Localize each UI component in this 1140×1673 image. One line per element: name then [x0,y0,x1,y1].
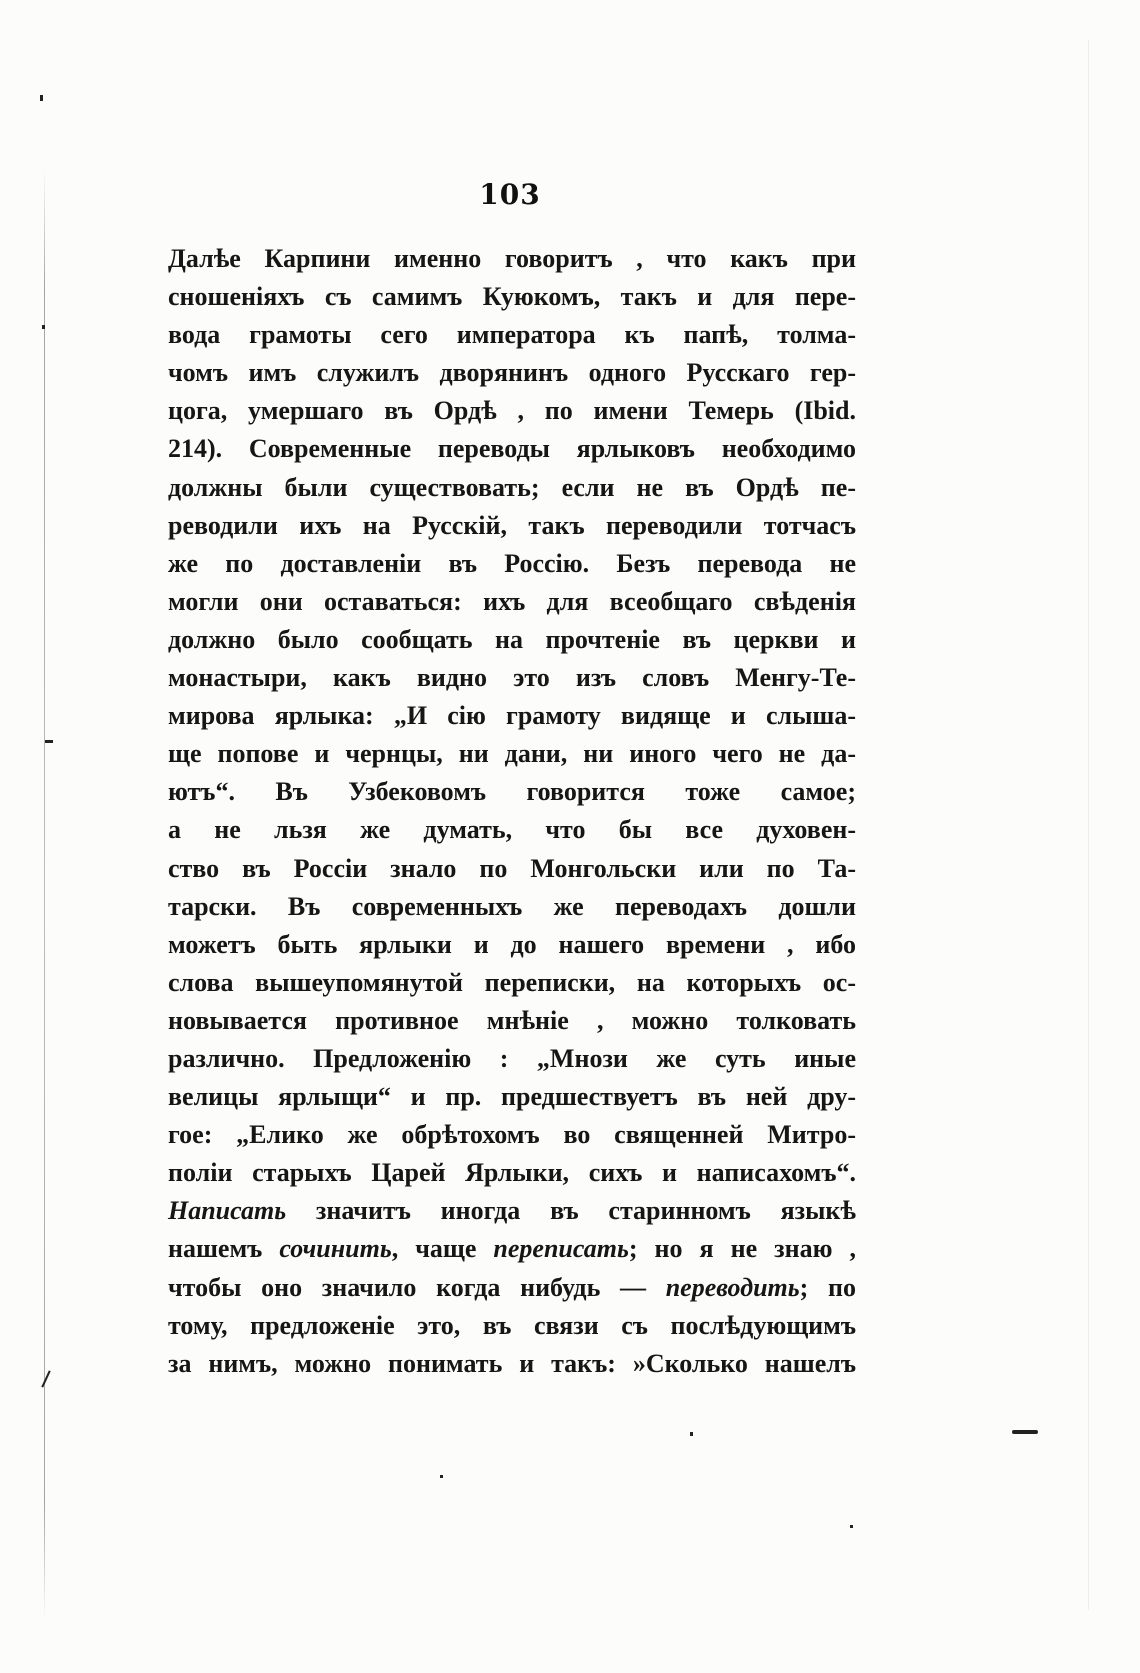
text-segment: значитъ иногда въ старинномъ языкѣ [286,1196,856,1226]
text-line: за нимъ, можно понимать и такъ: »Сколько нашелъ [168,1348,856,1378]
scan-speck [440,1475,443,1478]
text-line [168,1192,856,1230]
text-line: чомъ имъ служилъ дворянинъ одного Русскаго гер- [168,358,856,388]
scan-speck [850,1525,853,1528]
italic-word: переводить [665,1272,800,1302]
scan-speck [41,1370,50,1387]
text-line: 214). Современные переводы ярлыковъ необходимо [168,434,856,464]
text-line: велицы ярлыщи“ и пр. предшествуетъ въ ней дру- [168,1082,856,1112]
scan-left-edge [44,170,45,1620]
text-line: ютъ“. Въ Узбековомъ говорится тоже самое; [168,777,856,807]
scan-speck [45,740,53,743]
text-segment: чтобы оно значило когда нибудь — [168,1272,666,1302]
text-line: а не льзя же думать, что бы все духовен- [168,815,856,845]
text-segment: нашемъ [168,1234,280,1264]
text-line: ще попове и чернцы, ни дани, ни иного чего не да- [168,739,856,769]
text-line: могли они оставаться: ихъ для всеобщаго свѣденія [168,586,856,616]
scan-speck [42,325,45,329]
text-line: цога, умершаго въ Ордѣ , по имени Темерь (Ibid. [168,396,856,426]
text-line: тому, предложеніе это, въ связи съ послѣдующимъ [168,1310,856,1340]
text-segment: , чаще [391,1234,494,1264]
text-line: новывается противное мнѣніе , можно толковать [168,1005,856,1035]
text-line: мирова ярлыка: „И сію грамоту видяще и слышa- [168,701,856,731]
text-line: монастыри, какъ видно это изъ словъ Менгу-Те- [168,663,856,693]
italic-word: сочинить [279,1234,392,1264]
text-line: должны были существовать; если не въ Ордѣ пе- [168,472,856,502]
text-line: же по доставленіи въ Россію. Безъ перевода не [168,548,856,578]
text-segment: ; по [799,1272,856,1302]
italic-word: Написать [168,1196,287,1226]
text-line: гое: „Елико же обрѣтохомъ во священней Митро- [168,1120,856,1150]
text-line: ство въ Россіи знало по Монгольски или по Та- [168,853,856,883]
text-line: слова вышеупомянутой переписки, на которыхъ ос- [168,967,856,997]
text-line: различно. Предложенію : „Мнози же суть иные [168,1043,856,1073]
text-line: должно было сообщать на прочтеніе въ церкви и [168,624,856,654]
text-line: сношеніяхъ съ самимъ Куюкомъ, такъ и для пере- [168,282,856,312]
body-text [168,240,856,1383]
text-line: поліи старыхъ Царей Ярлыки, сихъ и написахомъ“. [168,1158,856,1188]
text-line [168,1269,856,1307]
text-line: Далѣе Карпини именно говоритъ , что какъ при [168,244,856,273]
text-line: реводили ихъ на Русскій, такъ переводили тотчасъ [168,510,856,540]
page-number: 103 [479,178,541,211]
scan-speck [1012,1430,1038,1434]
text-line [168,1230,856,1268]
italic-word: переписать [493,1234,629,1264]
text-line: тарски. Въ современныхъ же переводахъ дошли [168,891,856,921]
text-line: вода грамоты сего императора къ папѣ, толма- [168,320,856,350]
scan-speck [690,1432,693,1436]
text-segment: ; но я не знаю , [628,1234,857,1264]
scan-speck [40,95,43,101]
text-line: можетъ быть ярлыки и до нашего времени , ибо [168,929,856,959]
scan-right-edge [1088,40,1089,1610]
